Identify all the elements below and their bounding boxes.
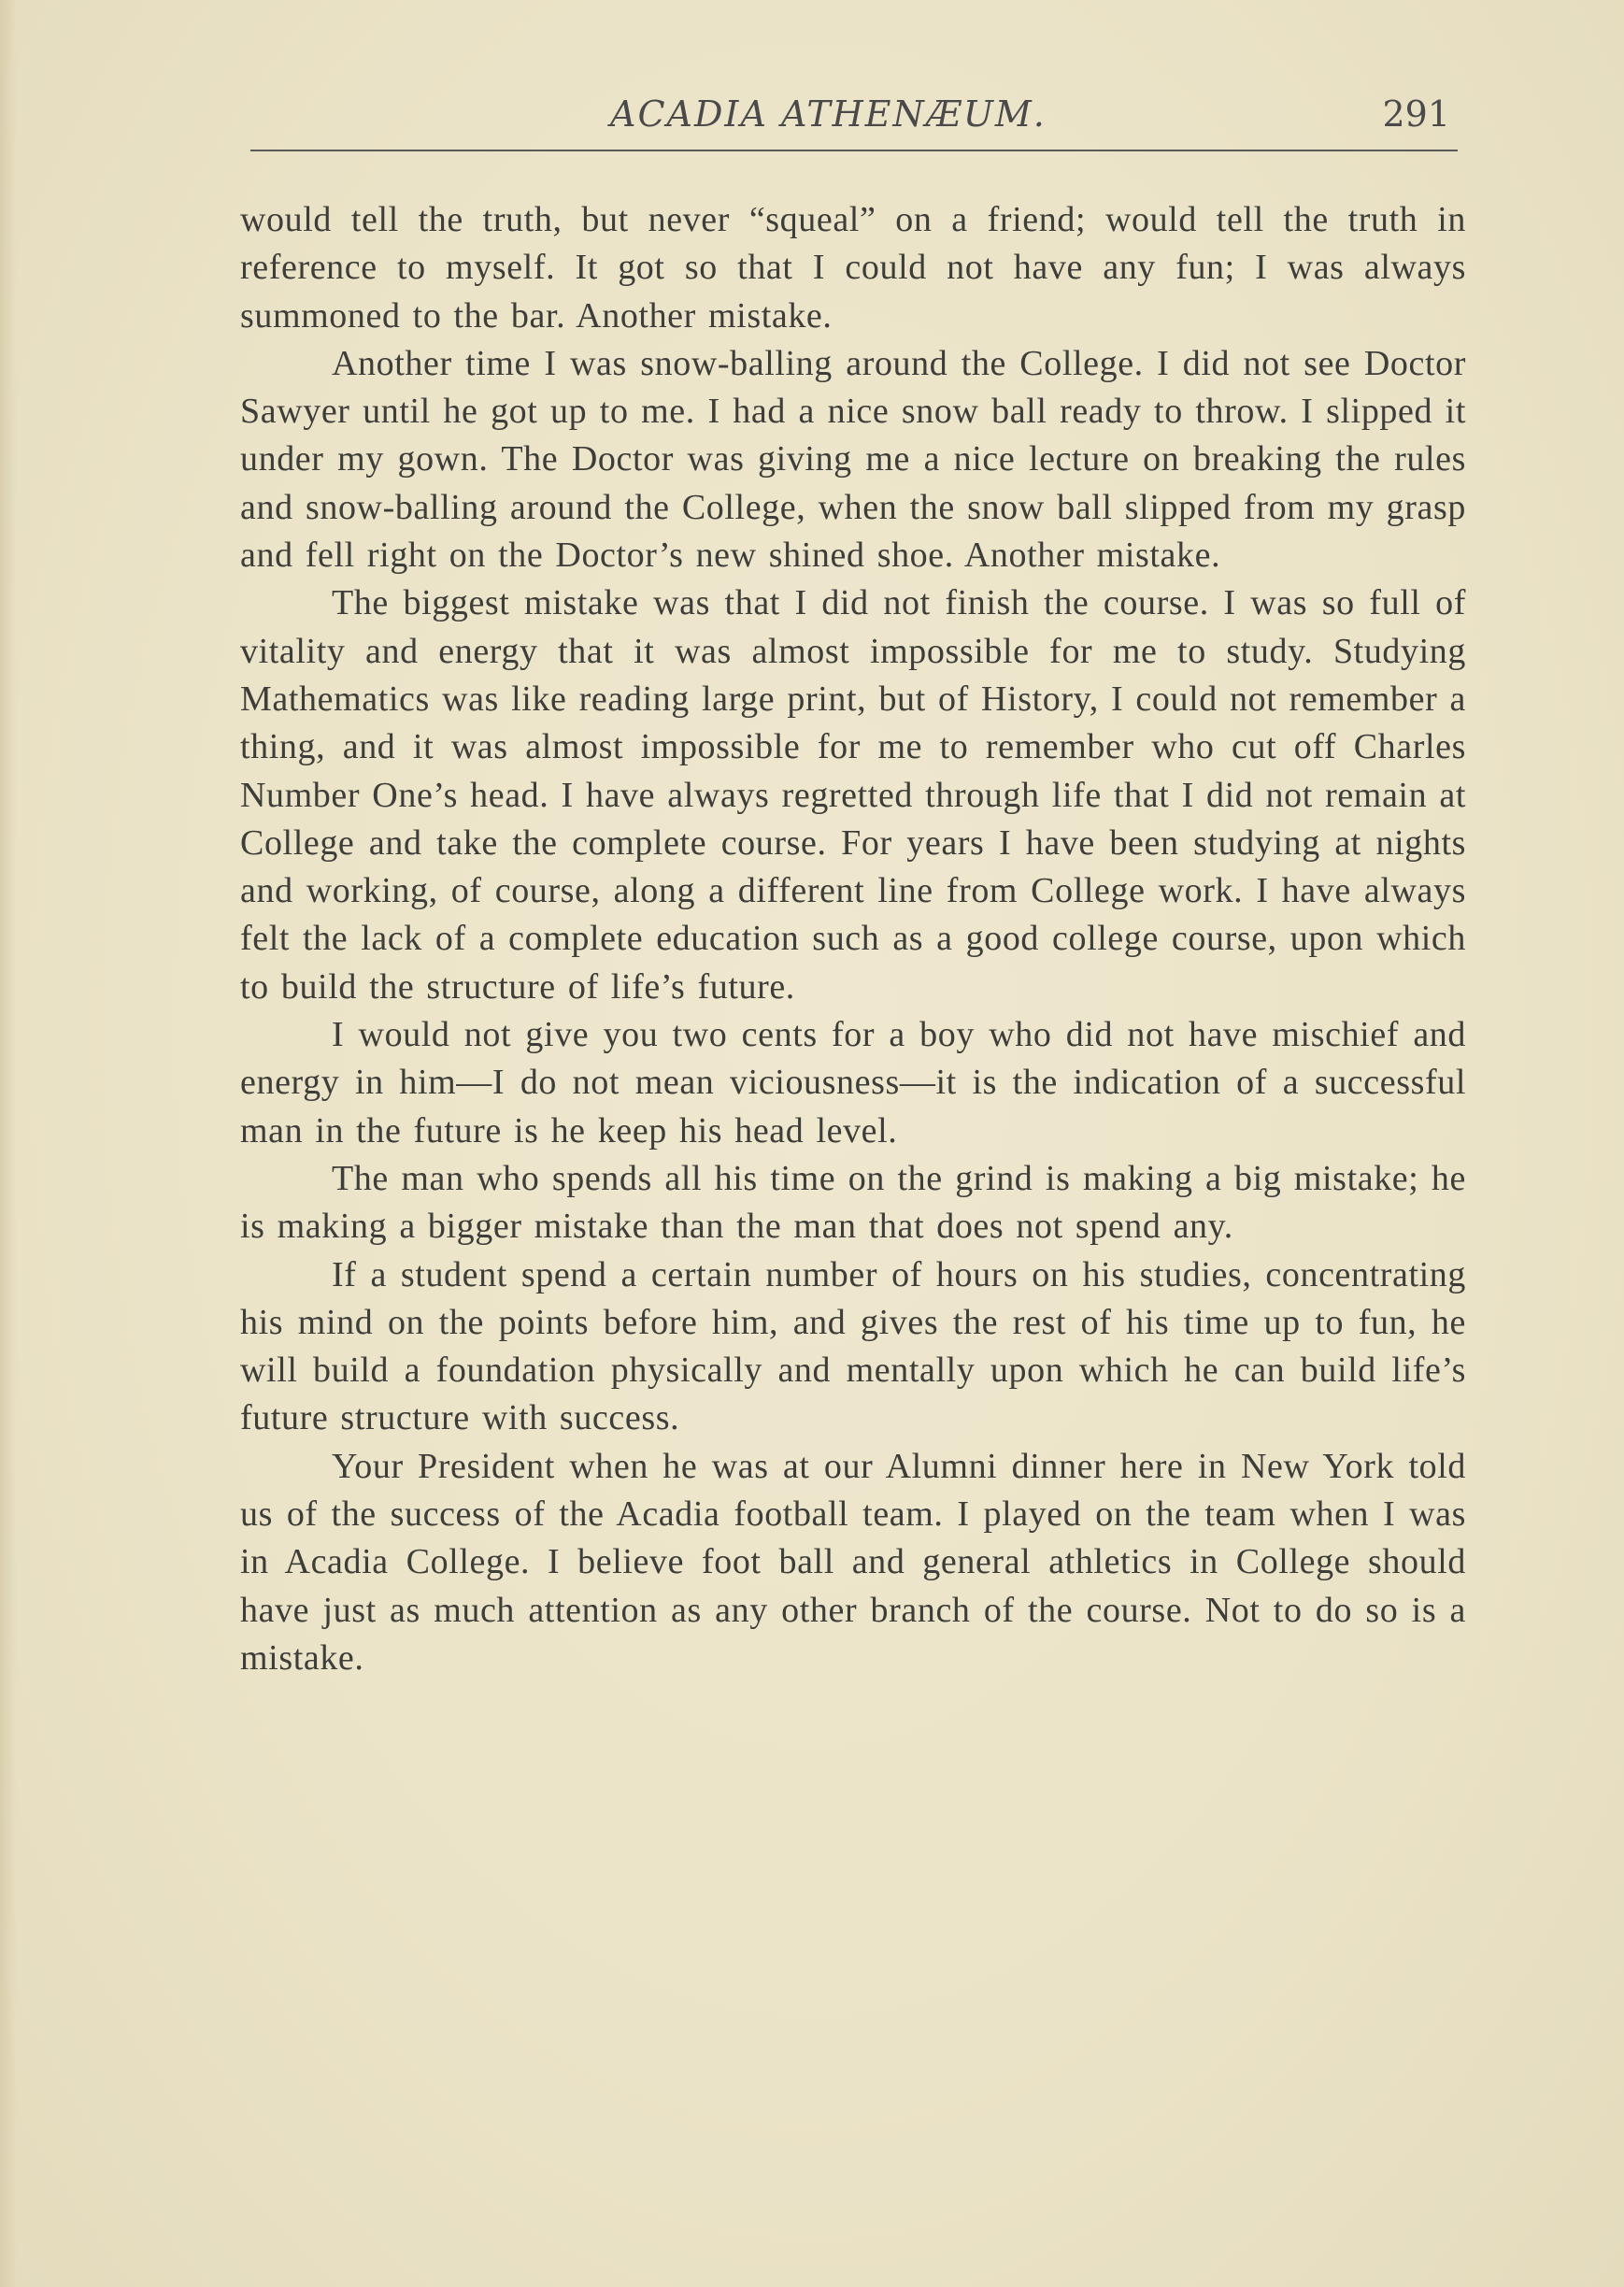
page-header xyxy=(250,86,1458,142)
paragraph-5: The man who spends all his time on the grind is making a big mistake; he is making a bigger mistake than the man that does not spend any. xyxy=(240,1158,1466,1247)
paragraph-1: would tell the truth, but never “squeal” on a friend; would tell the truth in reference to myself. It got so that I could not have any fun; I was always summoned to the bar. Another mistake. xyxy=(240,200,1466,336)
article-body xyxy=(240,196,1466,1682)
running-title: ACADIA ATHENÆUM. xyxy=(610,93,1047,135)
paragraph-3: The biggest mistake was that I did not finish the course. I was so full of vitality and energy that it was almost impossible for me to study. Studying Mathematics was like reading large print, but of History, I could not remember a thing, and it was almost impossible for me to remember who cut off Charles Number One’s head. I have always regretted through life that I did not remain at College and take the complete course. For years I have been studying at nights and working, of course, along a different line from College work. I have always felt the lack of a complete education such as a good college course, upon which to build the structure of life’s future. xyxy=(240,583,1466,1007)
paragraph-7: Your President when he was at our Alumni dinner here in New York told us of the success of the Acadia football team. I played on the team when I was in Acadia College. I believe foot ball and general athletics in College should have just as much attention as any other branch of the course. Not to do so is a mistake. xyxy=(240,1446,1466,1678)
paragraph-2: Another time I was snow-balling around the College. I did not see Doctor Sawyer until he got up to me. I had a nice snow ball ready to throw. I slipped it under my gown. The Doctor was giving me a nice lecture on breaking the rules and snow-balling around the College, when the snow ball slipped from my grasp and fell right on the Doctor’s new shined shoe. Another mistake. xyxy=(240,343,1466,576)
header-rule xyxy=(250,150,1458,151)
page-edge-shadow xyxy=(0,0,17,2287)
paragraph-4: I would not give you two cents for a boy who did not have mischief and energy in him—I do not mean viciousness—it is the indication of a successful man in the future is he keep his head level. xyxy=(240,1015,1466,1151)
paragraph-6: If a student spend a certain number of hours on his studies, concentrating his mind on the points before him, and gives the rest of his time up to fun, he will build a foundation physically and mentally upon which he can build life’s future structure with success. xyxy=(240,1254,1466,1438)
page-number: 291 xyxy=(1382,93,1450,135)
